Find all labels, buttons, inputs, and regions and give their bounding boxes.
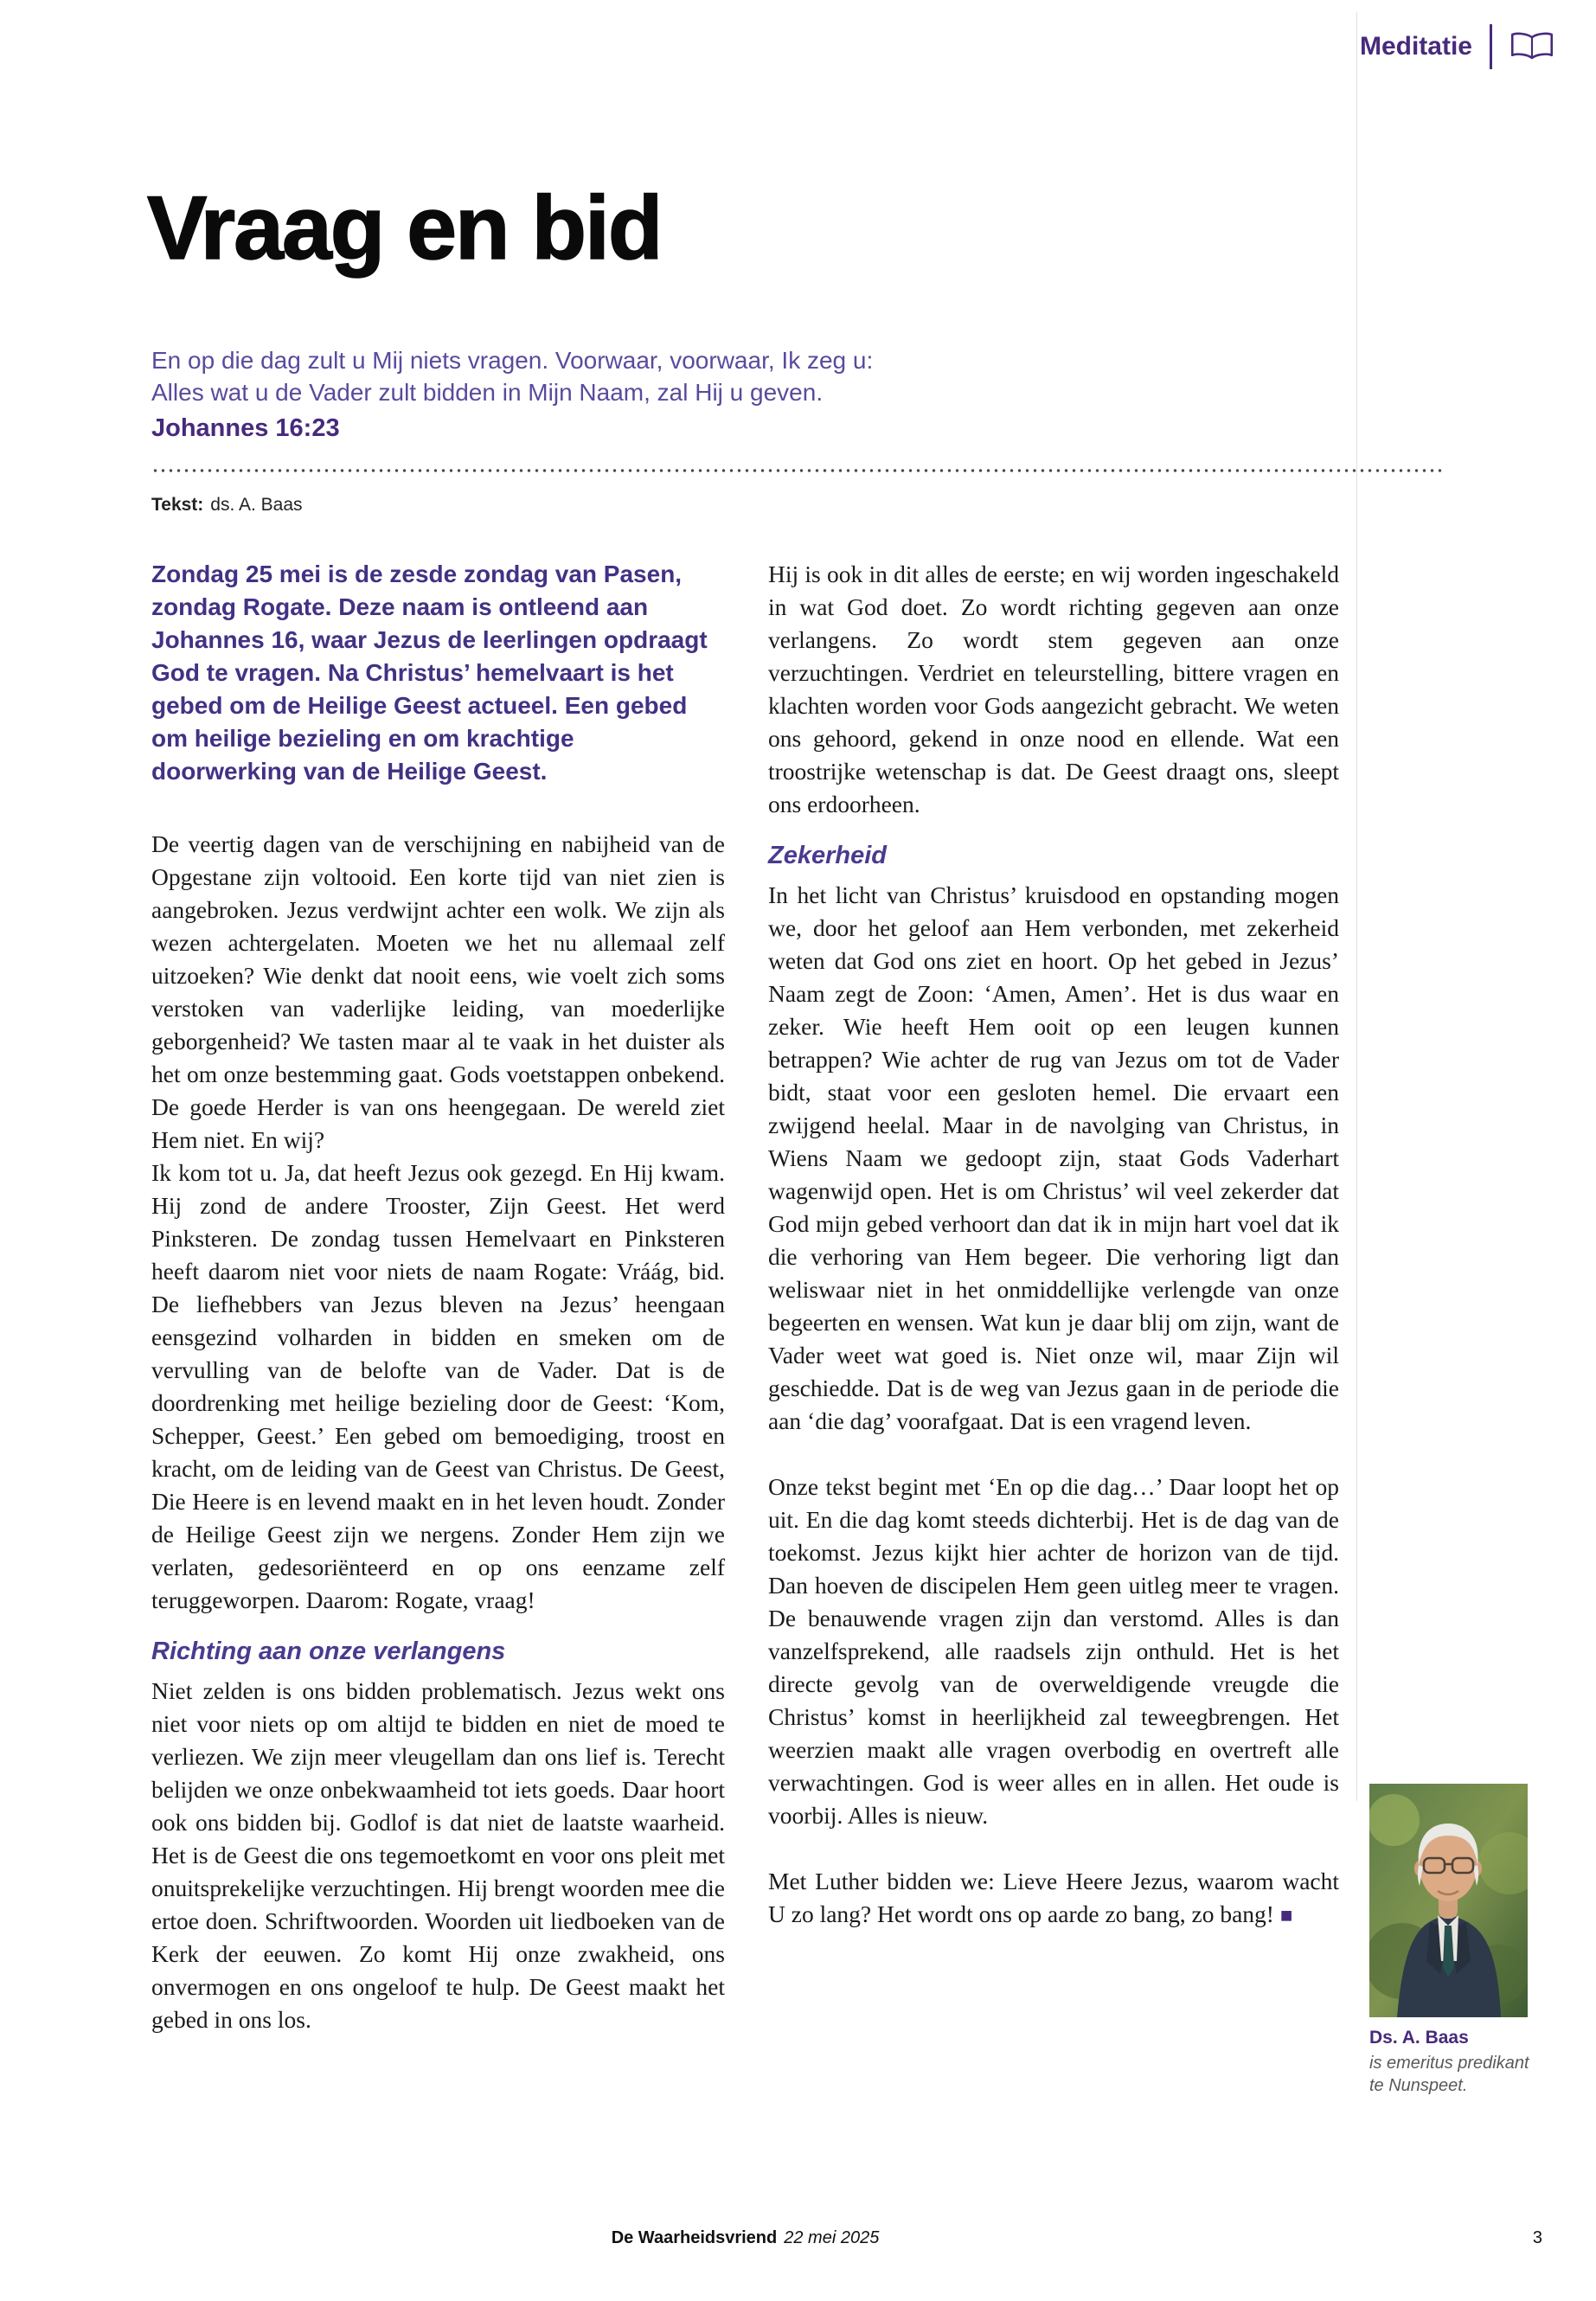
byline bbox=[151, 495, 303, 516]
scripture-line-1: En op die dag zult u Mij niets vragen. Voorwaar, voorwaar, Ik zeg u: bbox=[151, 347, 874, 374]
page-header bbox=[1360, 24, 1554, 69]
paragraph: In het licht van Christus’ kruisdood en opstanding mogen we, door het geloof aan Hem verbonden, met zekerheid weten dat God ons ziet en hoort. Op het gebed in Jezus’ Naam zegt de Zoon: ‘Amen, Amen’. Het is dus waar en zeker. Wie heeft Hem ooit op een leugen kunnen betrappen? Wie achter de rug van Jezus om tot de Vader bidt, staat voor een gesloten hemel. Die ervaart een zwijgend heelal. Maar in de navolging van Christus, in Wiens Naam we gedoopt zijn, staat Gods Vaderhart wagenwijd open. Het is om Christus’ wil veel zekerder dat God mijn gebed verhoort dan dat ik in mijn hart voel dat ik die verhoring van Hem begeer. Die verhoring ligt dan weliswaar niet in het onmiddellijke verlengde van onze begeerten en wensen. Wat kun je daar blij om zijn, want de Vader weet wat goed is. Niet onze wil, maar Zijn wil geschiedde. Dat is de weg van Jezus gaan in de periode die aan ‘die dag’ voorafgaat. Dat is een vragend leven. bbox=[768, 881, 1339, 1434]
text-column-right bbox=[768, 558, 1339, 1932]
paragraph: Hij is ook in dit alles de eerste; en wij worden ingeschakeld in wat God doet. Zo wordt richting gegeven aan onze verlangens. Zo wordt stem gegeven aan onze verzuchtingen. Verdriet en teleurstelling, bittere vragen en klachten worden voor Gods aangezicht gebracht. We weten ons gehoord, gekend in onze nood en ellende. Wat een troostrijke wetenschap is dat. De Geest draagt ons, sleept ons erdoorheen. bbox=[768, 561, 1339, 817]
scripture-reference: Johannes 16:23 bbox=[151, 414, 340, 442]
section-label: Meditatie bbox=[1359, 32, 1472, 61]
paragraph: Onze tekst begint met ‘En op die dag…’ Daar loopt het op uit. En die dag komt steeds dichterbij. Het is de dag van de toekomst. Jezus kijkt hier achter de horizon van de tijd. Dan hoeven de discipelen Hem geen uitleg meer te vragen. De benauwende vragen zijn dan verstomd. Alles is dan vanzelfsprekend, alle raadsels zijn onthuld. Het is het directe gevolg van de overweldigende vreugde die Christus’ komst in heerlijkheid zal teweegbrengen. Het weerzien maakt alle vragen overbodig en overtreft alle verwachtingen. God is weer alles en in allen. Het oude is voorbij. Alles is nieuw. bbox=[768, 1473, 1339, 1829]
end-mark: ■ bbox=[1279, 1905, 1293, 1927]
paragraph: Ik kom tot u. Ja, dat heeft Jezus ook gezegd. En Hij kwam. Hij zond de andere Trooster, Zijn Geest. Het werd Pinksteren. De zondag tussen Hemelvaart en Pinksteren heeft daarom niet voor niets de naam Rogate: Vráág, bid. De liefhebbers van Jezus bleven na Jezus’ heengaan eensgezind volharden in bidden en smeken om de vervulling van de belofte van de Vader. Dat is de doordrenking met heilige bezieling door de Geest: ‘Kom, Schepper, Geest.’ Een gebed om bemoediging, troost en kracht, om de leiding van de Geest van Christus. De Geest, Die Heere is en levend maakt en in het leven houdt. Zonder de Heilige Geest zijn we nergens. Zonder Hem zijn we verlaten, gedesoriënteerd en op ons eenzame zelf teruggeworpen. Daarom: Rogate, vraag! bbox=[151, 1159, 725, 1613]
closing-text: Met Luther bidden we: Lieve Heere Jezus, waarom wacht U zo lang? Het wordt ons op aarde zo bang, zo bang! bbox=[768, 1868, 1339, 1927]
subheading-richting-aan-onze-verlangens: Richting aan onze verlangens bbox=[151, 1638, 506, 1665]
closing-paragraph bbox=[768, 1865, 1339, 1932]
intro-paragraph: Zondag 25 mei is de zesde zondag van Pasen, zondag Rogate. Deze naam is ontleend aan Johannes 16, waar Jezus de leerlingen opdraagt God te vragen. Na Christus’ hemelvaart is het gebed om de Heilige Geest actueel. Een gebed om heilige bezieling en om krachtige doorwerking van de Heilige Geest. bbox=[151, 561, 708, 785]
open-book-icon bbox=[1509, 31, 1554, 62]
text-column-left bbox=[151, 558, 725, 2036]
margin-rule bbox=[1356, 12, 1357, 1801]
issue-date: 22 mei 2025 bbox=[784, 2228, 880, 2247]
photo-caption bbox=[1369, 2028, 1538, 2097]
scripture-line-2: Alles wat u de Vader zult bidden in Mijn Naam, zal Hij u geven. bbox=[151, 379, 824, 406]
paragraph: De veertig dagen van de verschijning en nabijheid van de Opgestane zijn voltooid. Een korte tijd van niet zien is aangebroken. Jezus verdwijnt achter een wolk. We zijn als wezen achtergelaten. Moeten we het nu allemaal zelf uitzoeken? Wie denkt dat nooit eens, wie voelt zich soms verstoken van vaderlijke leiding, van moederlijke geborgenheid? We tasten maar al te vaak in het duister als het om onze bestemming gaat. Gods voetstappen onbekend. De goede Herder is van ons heengegaan. De wereld ziet Hem niet. En wij? bbox=[151, 830, 725, 1153]
author-photo bbox=[1369, 1784, 1528, 2017]
byline-author: ds. A. Baas bbox=[210, 495, 303, 515]
header-divider bbox=[1490, 24, 1492, 69]
paragraph: Niet zelden is ons bidden problematisch. Jezus wekt ons niet voor niets op om altijd te bidden en niet de moed te verliezen. We zijn meer vleugellam dan ons lief is. Terecht belijden we onze onbekwaamheid tot iets goeds. Daar hoort ook ons bidden bij. Godlof is dat niet de laatste waarheid. Het is de Geest die ons tegemoetkomt en voor ons pleit met onuitsprekelijke verzuchtingen. Hij brengt woorden mee die ertoe doen. Schriftwoorden. Woorden uit liedboeken van de Kerk der eeuwen. Zo komt Hij onze zwakheid, ons onvermogen en ons ongeloof te hulp. De Geest maakt het gebed in ons los. bbox=[151, 1677, 725, 2033]
subheading-zekerheid: Zekerheid bbox=[768, 842, 887, 869]
byline-label: Tekst: bbox=[151, 495, 204, 515]
caption-author-name: Ds. A. Baas bbox=[1369, 2028, 1469, 2048]
dotted-divider bbox=[151, 468, 1445, 473]
article-title: Vraag en bid bbox=[147, 178, 662, 279]
scripture-quote bbox=[151, 344, 873, 445]
caption-author-role: is emeritus predikant te Nunspeet. bbox=[1369, 2054, 1529, 2095]
page-number: 3 bbox=[1532, 2228, 1542, 2247]
magazine-name: De Waarheidsvriend bbox=[611, 2228, 778, 2247]
page-footer bbox=[151, 2228, 1339, 2248]
